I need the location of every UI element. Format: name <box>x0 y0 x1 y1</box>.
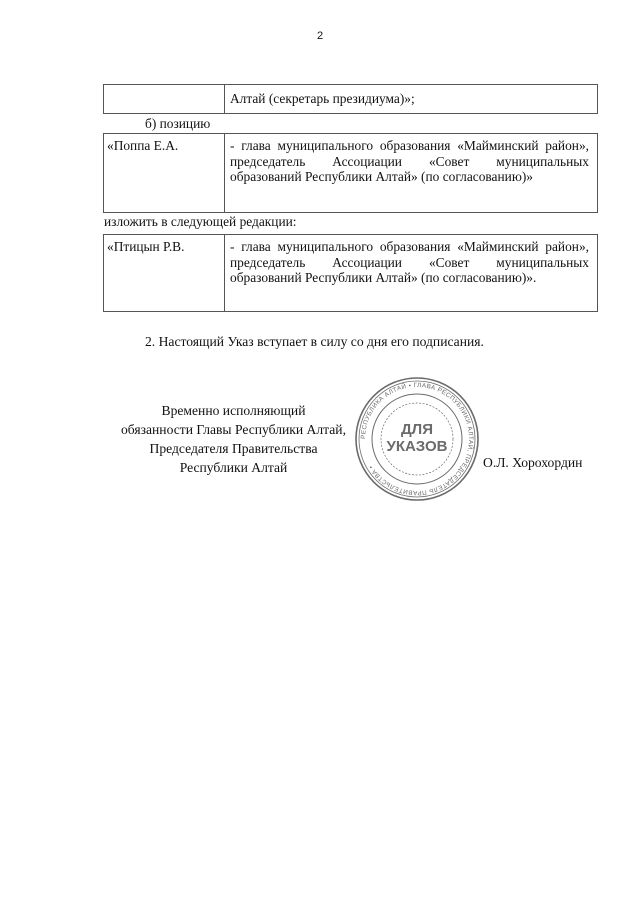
table-cell-name: «Поппа Е.А. <box>104 134 225 212</box>
edit-instruction: изложить в следующей редакции: <box>104 214 297 229</box>
table-cell-name <box>104 85 225 113</box>
table-cell-role: - глава муниципального образования «Майминский район», председатель Ассоциации «Совет муниципальных образований Республики Алтай» (по согласованию)». <box>230 239 589 285</box>
table-cell-name: «Птицын Р.В. <box>104 235 225 311</box>
signature-title-line: Республики Алтай <box>179 460 288 475</box>
table-row-old-position <box>103 133 598 213</box>
page-number: 2 <box>316 30 324 42</box>
signature-title-line: Временно исполняющий <box>161 403 306 418</box>
signer-name: О.Л. Хорохордин <box>483 455 583 470</box>
seal-ring-text-path: РЕСПУБЛИКА АЛТАЙ • ГЛАВА РЕСПУБЛИКИ АЛТАЙ, ПРЕДСЕДАТЕЛЬ ПРАВИТЕЛЬСТВА • <box>359 381 475 497</box>
signature-title-line: обязанности Главы Республики Алтай, <box>121 422 346 437</box>
signature-title-line: Председателя Правительства <box>149 441 318 456</box>
official-seal-stamp <box>352 376 482 502</box>
table-cell-role: Алтай (секретарь президиума)»; <box>230 91 415 106</box>
seal-center-text-2: УКАЗОВ <box>386 438 448 455</box>
table-cell-role: - глава муниципального образования «Майминский район», председатель Ассоциации «Совет муниципальных образований Республики Алтай» (по согласованию)» <box>230 138 589 184</box>
clause-2: 2. Настоящий Указ вступает в силу со дня его подписания. <box>145 334 484 349</box>
seal-center-text-1: ДЛЯ <box>401 421 433 438</box>
signature-title-block <box>103 401 364 477</box>
position-b-label: б) позицию <box>145 116 211 131</box>
table-row-new-position <box>103 234 598 312</box>
table-row-continuation <box>103 84 598 114</box>
